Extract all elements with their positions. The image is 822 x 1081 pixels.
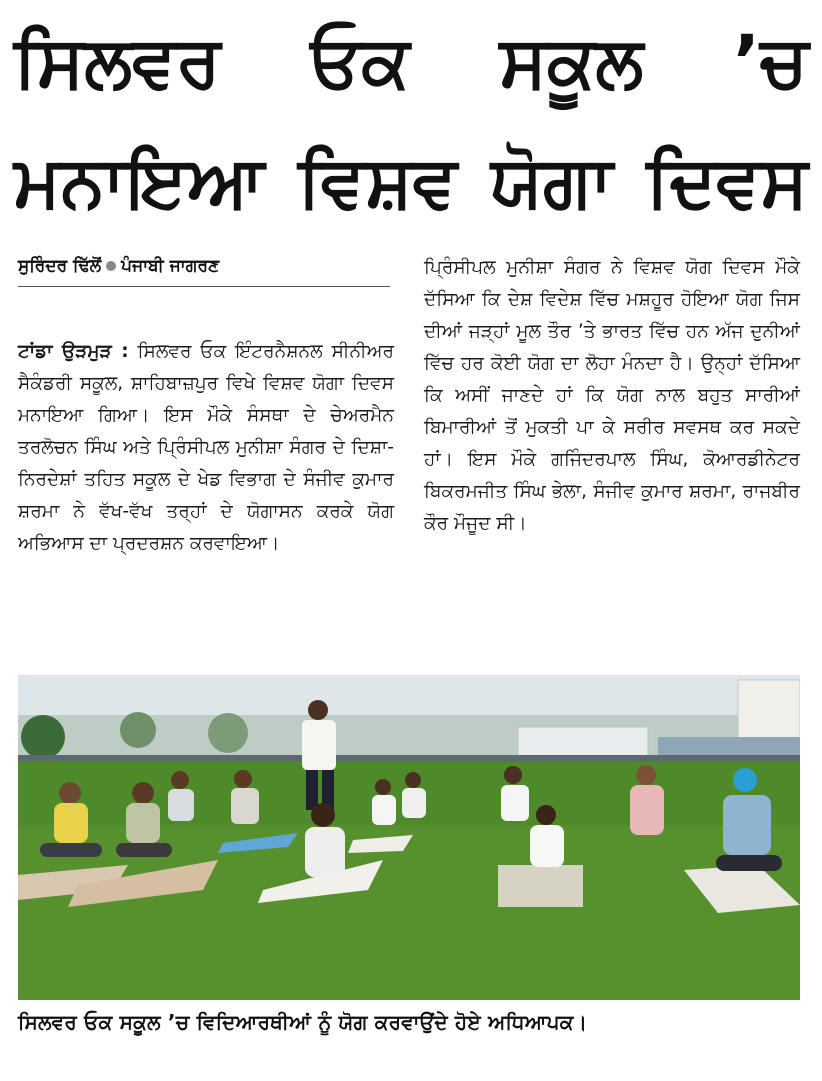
headline-word: ਓਕ: [310, 20, 410, 103]
article-dateline: ਟਾਂਡਾ ਉੜਮੁੜ :: [18, 341, 129, 362]
headline-line-1: [14, 16, 808, 108]
byline-publication: ਪੰਜਾਬੀ ਜਾਗਰਣ: [121, 256, 220, 276]
byline: [18, 256, 390, 287]
article-body-left: ਸਿਲਵਰ ਓਕ ਇੰਟਰਨੈਸ਼ਨਲ ਸੀਨੀਅਰ ਸੈਕੰਡਰੀ ਸਕੂਲ, ਸ਼ਾਹਿਬਾਜ਼ਪੁਰ ਵਿਖੇ ਵਿਸ਼ਵ ਯੋਗਾ ਦਿਵਸ ਮਨਾਇਆ ਗਿਆ। ਇਸ ਮੌਕੇ ਸੰਸਥਾ ਦੇ ਚੇਅਰਮੈਨ ਤਰਲੋਚਨ ਸਿੰਘ ਅਤੇ ਪ੍ਰਿੰਸੀਪਲ ਮੁਨੀਸ਼ਾ ਸੰਗਰ ਦੇ ਦਿਸ਼ਾ-ਨਿਰਦੇਸ਼ਾਂ ਤਹਿਤ ਸਕੂਲ ਦੇ ਖੇਡ ਵਿਭਾਗ ਦੇ ਸੰਜੀਵ ਕੁਮਾਰ ਸ਼ਰਮਾ ਨੇ ਵੱਖ-ਵੱਖ ਤਰ੍ਹਾਂ ਦੇ ਯੋਗਾਸਨ ਕਰਕੇ ਯੋਗ ਅਭਿਆਸ ਦਾ ਪ੍ਰਦਰਸ਼ਨ ਕਰਵਾਇਆ।: [18, 341, 394, 554]
bullet-dot-icon: [106, 261, 116, 271]
headline-word: ਸਕੂਲ: [499, 20, 644, 103]
headline-line-2: [14, 136, 808, 228]
yoga-field-illustration: [18, 675, 800, 1000]
headline-word: ਸਿਲਵਰ: [14, 20, 221, 103]
article-column-left: [18, 336, 394, 560]
headline-word: ਦਿਵਸ: [646, 140, 808, 223]
photo-caption: ਸਿਲਵਰ ਓਕ ਸਕੂਲ ’ਚ ਵਿਦਿਆਰਥੀਆਂ ਨੂੰ ਯੋਗ ਕਰਵਾਉਂਦੇ ਹੋਏ ਅਧਿਆਪਕ।: [18, 1010, 588, 1034]
byline-author: ਸੁਰਿੰਦਰ ਢਿੱਲੋਂ: [18, 256, 102, 276]
article-photo: [18, 675, 800, 1000]
headline-word: ਮਨਾਇਆ: [14, 140, 265, 223]
headline-word: ਯੋਗਾ: [490, 140, 613, 223]
headline-word: ’ਚ: [733, 20, 808, 103]
headline-word: ਵਿਸ਼ਵ: [298, 140, 458, 223]
article-body-right: ਪ੍ਰਿੰਸੀਪਲ ਮੁਨੀਸ਼ਾ ਸੰਗਰ ਨੇ ਵਿਸ਼ਵ ਯੋਗ ਦਿਵਸ ਮੌਕੇ ਦੱਸਿਆ ਕਿ ਦੇਸ਼ ਵਿਦੇਸ਼ ਵਿੱਚ ਮਸ਼ਹੂਰ ਹੋਇਆ ਯੋਗ ਜਿਸ ਦੀਆਂ ਜੜ੍ਹਾਂ ਮੂਲ ਤੌਰ ’ਤੇ ਭਾਰਤ ਵਿੱਚ ਹਨ ਅੱਜ ਦੁਨੀਆਂ ਵਿੱਚ ਹਰ ਕੋਈ ਯੋਗ ਦਾ ਲੋਹਾ ਮੰਨਦਾ ਹੈ। ਉਨ੍ਹਾਂ ਦੱਸਿਆ ਕਿ ਅਸੀਂ ਜਾਣਦੇ ਹਾਂ ਕਿ ਯੋਗ ਨਾਲ ਬਹੁਤ ਸਾਰੀਆਂ ਬਿਮਾਰੀਆਂ ਤੋਂ ਮੁਕਤੀ ਪਾ ਕੇ ਸਰੀਰ ਸਵਸਥ ਕਰ ਸਕਦੇ ਹਾਂ। ਇਸ ਮੌਕੇ ਗਜਿੰਦਰਪਾਲ ਸਿੰਘ, ਕੋਆਰਡੀਨੇਟਰ ਬਿਕਰਮਜੀਤ ਸਿੰਘ ਭੇਲਾ, ਸੰਜੀਵ ਕੁਮਾਰ ਸ਼ਰਮਾ, ਰਾਜਬੀਰ ਕੌਰ ਮੌਜੂਦ ਸੀ।: [424, 257, 800, 534]
article-column-right: [424, 252, 800, 540]
